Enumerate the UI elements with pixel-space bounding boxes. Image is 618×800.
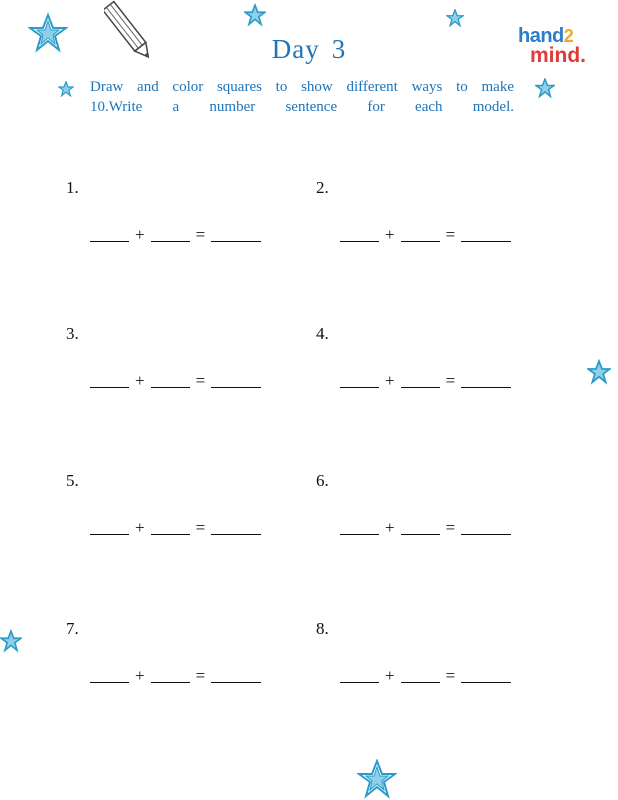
- title-word: Day: [271, 34, 320, 64]
- addend-blank[interactable]: [151, 666, 190, 683]
- addend-blank[interactable]: [90, 225, 129, 242]
- star-icon: [357, 759, 397, 799]
- plus-sign: +: [135, 666, 145, 685]
- addend-blank[interactable]: [401, 225, 440, 242]
- plus-sign: +: [135, 371, 145, 390]
- equals-sign: =: [445, 518, 456, 537]
- number-sentence: [340, 371, 511, 391]
- logo-text-mind: mind.: [530, 44, 586, 67]
- problem-number: 8.: [316, 619, 329, 638]
- sum-blank[interactable]: [461, 518, 511, 535]
- star-icon: [446, 9, 464, 27]
- plus-sign: +: [385, 225, 395, 244]
- number-sentence: [340, 518, 511, 538]
- addend-blank[interactable]: [401, 371, 440, 388]
- addend-blank[interactable]: [401, 518, 440, 535]
- number-sentence: [90, 371, 261, 391]
- instructions: Draw and color squares to show different ways to make 10.Write a number sentence for each model.: [90, 79, 514, 115]
- equals-sign: =: [445, 666, 456, 685]
- addend-blank[interactable]: [151, 518, 190, 535]
- addend-blank[interactable]: [151, 225, 190, 242]
- equals-sign: =: [195, 666, 206, 685]
- plus-sign: +: [135, 225, 145, 244]
- equals-sign: =: [445, 225, 456, 244]
- problem-number: 2.: [316, 178, 329, 197]
- plus-sign: +: [135, 518, 145, 537]
- hand2mind-logo: [518, 27, 598, 71]
- sum-blank[interactable]: [461, 666, 511, 683]
- addend-blank[interactable]: [340, 518, 379, 535]
- problem-number: 3.: [66, 324, 79, 343]
- sum-blank[interactable]: [461, 225, 511, 242]
- equals-sign: =: [195, 518, 206, 537]
- problem-number: 6.: [316, 471, 329, 490]
- number-sentence: [90, 666, 261, 686]
- equals-sign: =: [445, 371, 456, 390]
- plus-sign: +: [385, 371, 395, 390]
- logo-text-two: 2: [563, 26, 574, 46]
- plus-sign: +: [385, 518, 395, 537]
- star-icon: [535, 78, 555, 98]
- number-sentence: [90, 225, 261, 245]
- problem-number: 1.: [66, 178, 79, 197]
- sum-blank[interactable]: [211, 666, 261, 683]
- problem-number: 5.: [66, 471, 79, 490]
- plus-sign: +: [385, 666, 395, 685]
- star-icon: [244, 3, 266, 27]
- star-icon: [587, 359, 611, 385]
- equals-sign: =: [195, 371, 206, 390]
- number-sentence: [340, 666, 511, 686]
- addend-blank[interactable]: [151, 371, 190, 388]
- sum-blank[interactable]: [211, 371, 261, 388]
- logo-text-hand: hand: [518, 25, 564, 47]
- addend-blank[interactable]: [340, 371, 379, 388]
- sum-blank[interactable]: [211, 225, 261, 242]
- title-number: 3: [331, 34, 347, 64]
- sum-blank[interactable]: [211, 518, 261, 535]
- addend-blank[interactable]: [90, 371, 129, 388]
- addend-blank[interactable]: [401, 666, 440, 683]
- addend-blank[interactable]: [90, 518, 129, 535]
- addend-blank[interactable]: [90, 666, 129, 683]
- star-icon: [0, 628, 22, 654]
- sum-blank[interactable]: [461, 371, 511, 388]
- problem-number: 7.: [66, 619, 79, 638]
- number-sentence: [90, 518, 261, 538]
- addend-blank[interactable]: [340, 666, 379, 683]
- star-icon: [58, 81, 74, 97]
- number-sentence: [340, 225, 511, 245]
- equals-sign: =: [195, 225, 206, 244]
- problem-number: 4.: [316, 324, 329, 343]
- addend-blank[interactable]: [340, 225, 379, 242]
